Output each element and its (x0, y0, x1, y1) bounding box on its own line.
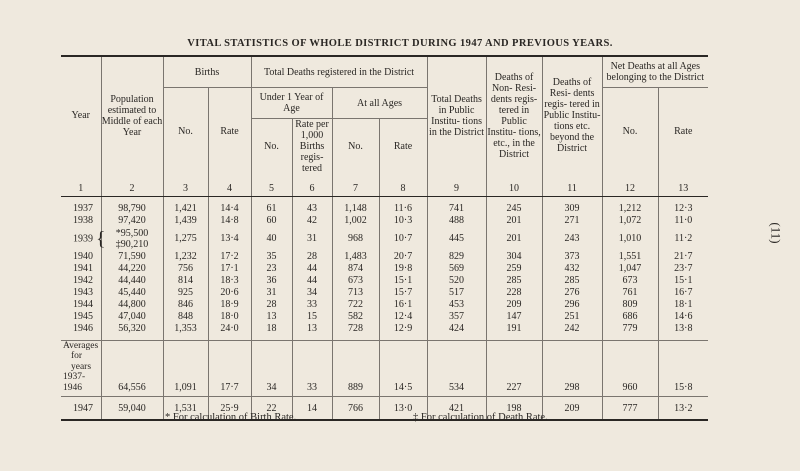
header-under1-rate: Rate per 1,000 Births regis- tered (292, 119, 332, 175)
column-number: 9 (427, 174, 486, 197)
table-row: 1944 44,800 846 18·9 28 33 722 16·1 453 209 296 809 18·1 (61, 298, 708, 310)
footnote-death-rate: ‡ For calculation of Death Rate. (413, 412, 548, 423)
column-number: 7 (332, 174, 379, 197)
table-row: 1938 97,420 1,439 14·8 60 42 1,002 10·3 488 201 271 1,072 11·0 (61, 215, 708, 227)
column-number: 10 (486, 174, 542, 197)
column-number: 13 (658, 174, 708, 197)
footnote-birth-rate: * For calculation of Birth Rate. (165, 412, 297, 423)
brace-glyph: { (96, 227, 106, 250)
table-row: 1943 45,440 925 20·6 31 34 713 15·7 517 228 276 761 16·7 (61, 286, 708, 298)
header-net-deaths: Net Deaths at all Ages belonging to the District (602, 57, 708, 88)
header-births-rate: Rate (208, 88, 251, 175)
header-residents-beyond: Deaths of Resi- dents regis- tered in Public Institu- tions etc. beyond the District (542, 57, 602, 174)
header-all-ages-no: No. (332, 119, 379, 175)
header-public-institutions: Total Deaths in Public Institu- tions in the District (427, 57, 486, 174)
page-number: (11) (768, 222, 784, 244)
column-number: 11 (542, 174, 602, 197)
column-number: 1 (61, 174, 101, 197)
header-net-rate: Rate (658, 88, 708, 175)
table-row: 1940 71,590 1,232 17·2 35 28 1,483 20·7 829 304 373 1,551 21·7 (61, 251, 708, 263)
column-number-row (61, 174, 708, 197)
column-number: 2 (101, 174, 163, 197)
table-row: 1942 44,440 814 18·3 36 44 673 15·1 520 285 285 673 15·1 (61, 275, 708, 287)
page-title: VITAL STATISTICS OF WHOLE DISTRICT DURING 1947 AND PREVIOUS YEARS. (187, 38, 613, 49)
column-number: 5 (251, 174, 292, 197)
current-year-row: 1947 59,040 1,531 25·9 22 14 766 13·0 421 198 209 777 13·2 (61, 397, 708, 421)
table-row: 1937 98,790 1,421 14·4 61 43 1,148 11·6 741 245 309 1,212 12·3 (61, 203, 708, 215)
column-number: 4 (208, 174, 251, 197)
header-under-1-year: Under 1 Year of Age (251, 88, 332, 119)
table-row: 1939 { *95,500 ‡90,210 1,275 13·4 40 31 968 10·7 445 201 243 1,010 11·2 (61, 227, 708, 251)
header-births: Births (163, 57, 251, 88)
vital-statistics-table (61, 57, 708, 421)
column-number: 3 (163, 174, 208, 197)
header-births-no: No. (163, 88, 208, 175)
header-under1-no: No. (251, 119, 292, 175)
table-row: 1941 44,220 756 17·1 23 44 874 19·8 569 259 432 1,047 23·7 (61, 263, 708, 275)
header-non-residents: Deaths of Non- Resi- dents regis- tered in Public Institu- tions, etc., in the District (486, 57, 542, 174)
table-row: 1945 47,040 848 18·0 13 15 582 12·4 357 147 251 686 14·6 (61, 310, 708, 322)
averages-row: Averages for years 1937-1946 64,556 1,091 17·7 34 33 889 14·5 534 227 298 960 15·8 (61, 341, 708, 397)
header-total-deaths: Total Deaths registered in the District (251, 57, 427, 88)
table-row: 1946 56,320 1,353 24·0 18 13 728 12·9 424 191 242 779 13·8 (61, 322, 708, 334)
column-number: 12 (602, 174, 658, 197)
column-number: 8 (379, 174, 427, 197)
header-year: Year (71, 110, 90, 121)
column-number: 6 (292, 174, 332, 197)
header-all-ages-rate: Rate (379, 119, 427, 175)
header-population: Population estimated to Middle of each Year (101, 57, 163, 174)
header-net-no: No. (602, 88, 658, 175)
header-at-all-ages: At all Ages (332, 88, 427, 119)
